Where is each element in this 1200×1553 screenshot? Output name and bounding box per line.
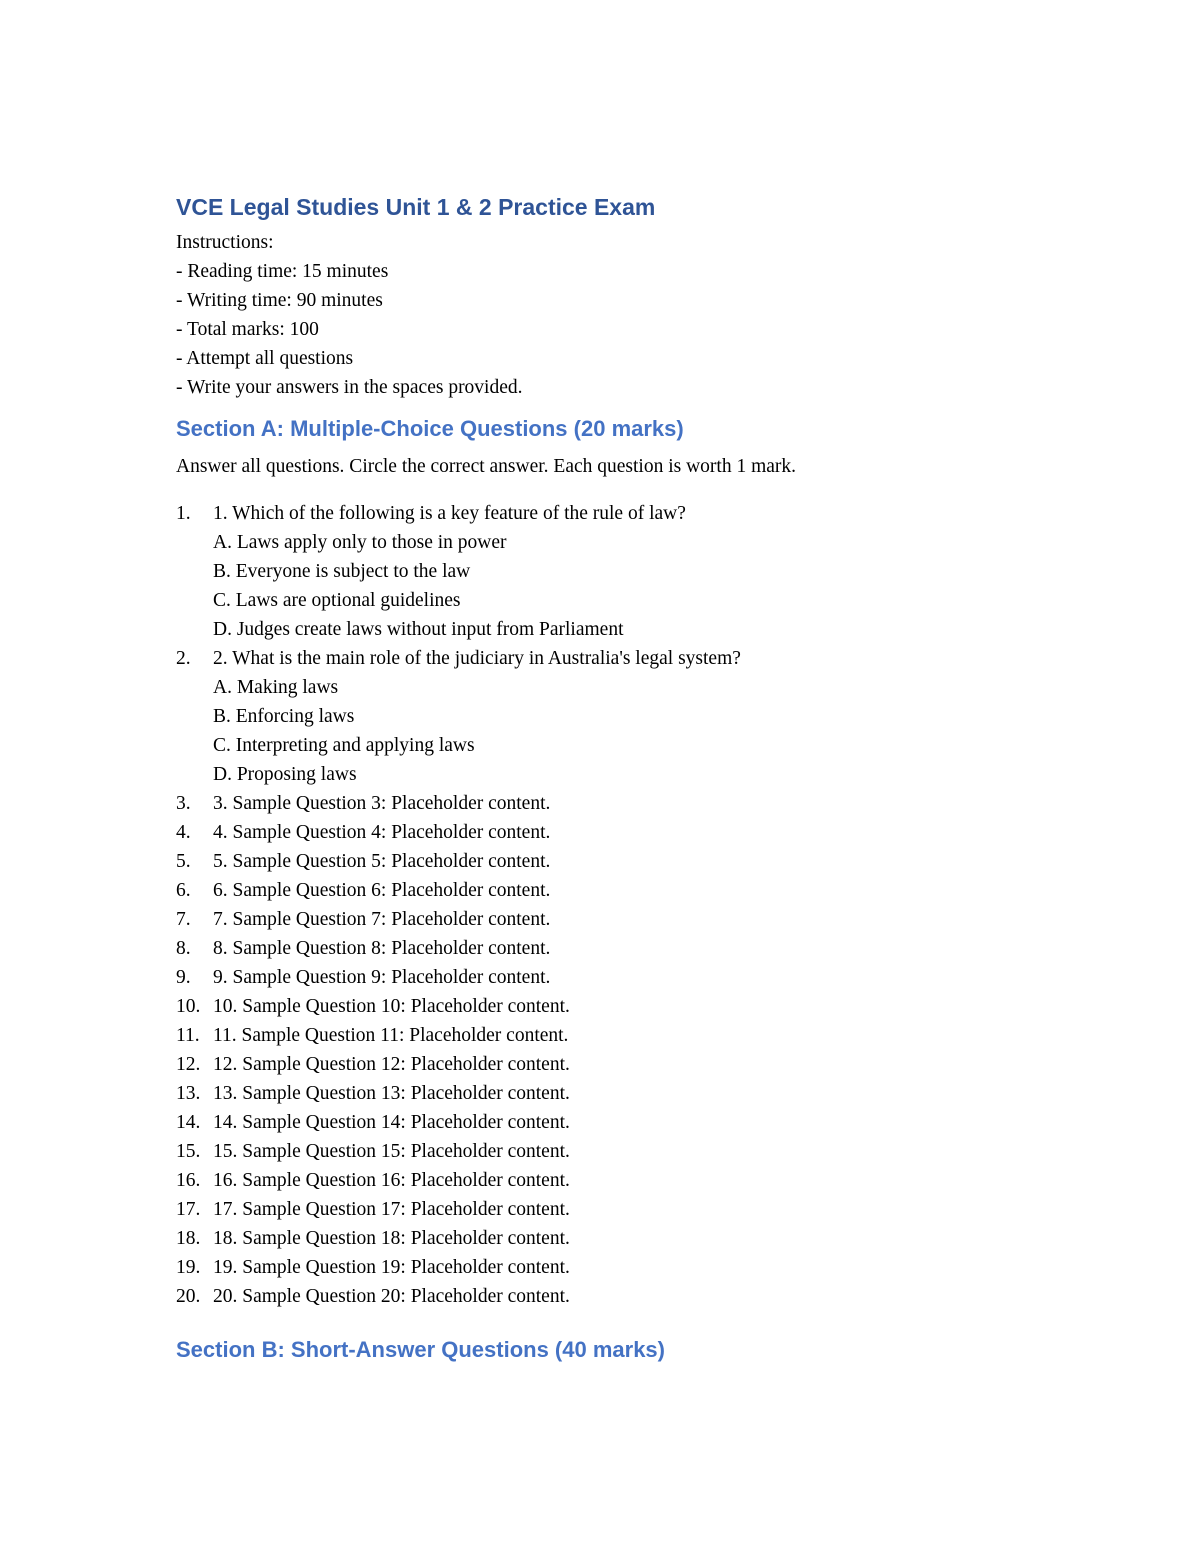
question-text: 8. Sample Question 8: Placeholder content. [213, 938, 551, 959]
answer-option: C. Interpreting and applying laws [213, 735, 475, 756]
question-item [176, 1079, 1056, 1108]
instruction-item: - Write your answers in the spaces provided. [176, 377, 523, 398]
section-a-intro: Answer all questions. Circle the correct answer. Each question is worth 1 mark. [176, 456, 797, 477]
question-number: 6. [176, 880, 191, 901]
instructions-block [176, 228, 1056, 402]
question-number: 9. [176, 967, 191, 988]
question-text: 19. Sample Question 19: Placeholder content. [213, 1257, 570, 1278]
question-list [176, 499, 1056, 1311]
question-number: 16. [176, 1170, 201, 1191]
question-item [176, 1137, 1056, 1166]
question-text: 3. Sample Question 3: Placeholder content. [213, 793, 551, 814]
question-item [176, 1021, 1056, 1050]
answer-option: B. Enforcing laws [213, 706, 355, 727]
instruction-item: - Reading time: 15 minutes [176, 261, 389, 282]
answer-option: A. Laws apply only to those in power [213, 532, 507, 553]
question-text: 1. Which of the following is a key feature of the rule of law? [213, 503, 686, 524]
question-number: 2. [176, 648, 191, 669]
question-item [176, 934, 1056, 963]
question-item [176, 1253, 1056, 1282]
question-number: 5. [176, 851, 191, 872]
question-text: 9. Sample Question 9: Placeholder content. [213, 967, 551, 988]
question-text: 18. Sample Question 18: Placeholder content. [213, 1228, 570, 1249]
question-text: 10. Sample Question 10: Placeholder content. [213, 996, 570, 1017]
question-item [176, 644, 1056, 673]
question-item [176, 818, 1056, 847]
answer-option: D. Judges create laws without input from Parliament [213, 619, 624, 640]
question-number: 19. [176, 1257, 201, 1278]
question-item [176, 1050, 1056, 1079]
question-item [176, 992, 1056, 1021]
section-b-heading: Section B: Short-Answer Questions (40 marks) [176, 1337, 665, 1362]
question-text: 5. Sample Question 5: Placeholder content. [213, 851, 551, 872]
instructions-heading: Instructions: [176, 232, 274, 253]
question-number: 3. [176, 793, 191, 814]
question-item [176, 905, 1056, 934]
question-text: 7. Sample Question 7: Placeholder content. [213, 909, 551, 930]
question-item [176, 963, 1056, 992]
question-item [176, 876, 1056, 905]
question-number: 20. [176, 1286, 201, 1307]
question-number: 8. [176, 938, 191, 959]
question-item [176, 789, 1056, 818]
document-page [176, 190, 1056, 1373]
instruction-item: - Attempt all questions [176, 348, 354, 369]
instruction-item: - Total marks: 100 [176, 319, 319, 340]
question-text: 17. Sample Question 17: Placeholder content. [213, 1199, 570, 1220]
question-text: 4. Sample Question 4: Placeholder content. [213, 822, 551, 843]
question-text: 16. Sample Question 16: Placeholder content. [213, 1170, 570, 1191]
question-text: 20. Sample Question 20: Placeholder content. [213, 1286, 570, 1307]
question-text: 2. What is the main role of the judiciary in Australia's legal system? [213, 648, 741, 669]
answer-option: B. Everyone is subject to the law [213, 561, 471, 582]
question-text: 6. Sample Question 6: Placeholder content. [213, 880, 551, 901]
question-number: 1. [176, 503, 191, 524]
question-item [176, 499, 1056, 528]
question-text: 11. Sample Question 11: Placeholder content. [213, 1025, 569, 1046]
question-number: 7. [176, 909, 191, 930]
question-item [176, 1195, 1056, 1224]
answer-option: D. Proposing laws [213, 764, 357, 785]
question-number: 15. [176, 1141, 201, 1162]
question-item [176, 1166, 1056, 1195]
question-item [176, 847, 1056, 876]
question-text: 13. Sample Question 13: Placeholder content. [213, 1083, 570, 1104]
question-item [176, 1282, 1056, 1311]
document-title: VCE Legal Studies Unit 1 & 2 Practice Exam [176, 194, 656, 220]
question-text: 14. Sample Question 14: Placeholder content. [213, 1112, 570, 1133]
answer-option: A. Making laws [213, 677, 339, 698]
question-number: 13. [176, 1083, 201, 1104]
question-number: 10. [176, 996, 201, 1017]
question-number: 11. [176, 1025, 200, 1046]
question-item [176, 1108, 1056, 1137]
question-number: 4. [176, 822, 191, 843]
question-text: 15. Sample Question 15: Placeholder content. [213, 1141, 570, 1162]
question-number: 14. [176, 1112, 201, 1133]
instruction-item: - Writing time: 90 minutes [176, 290, 383, 311]
question-number: 12. [176, 1054, 201, 1075]
question-text: 12. Sample Question 12: Placeholder content. [213, 1054, 570, 1075]
section-a-heading: Section A: Multiple-Choice Questions (20 marks) [176, 416, 684, 441]
question-number: 17. [176, 1199, 201, 1220]
question-item [176, 1224, 1056, 1253]
answer-option: C. Laws are optional guidelines [213, 590, 461, 611]
question-number: 18. [176, 1228, 201, 1249]
